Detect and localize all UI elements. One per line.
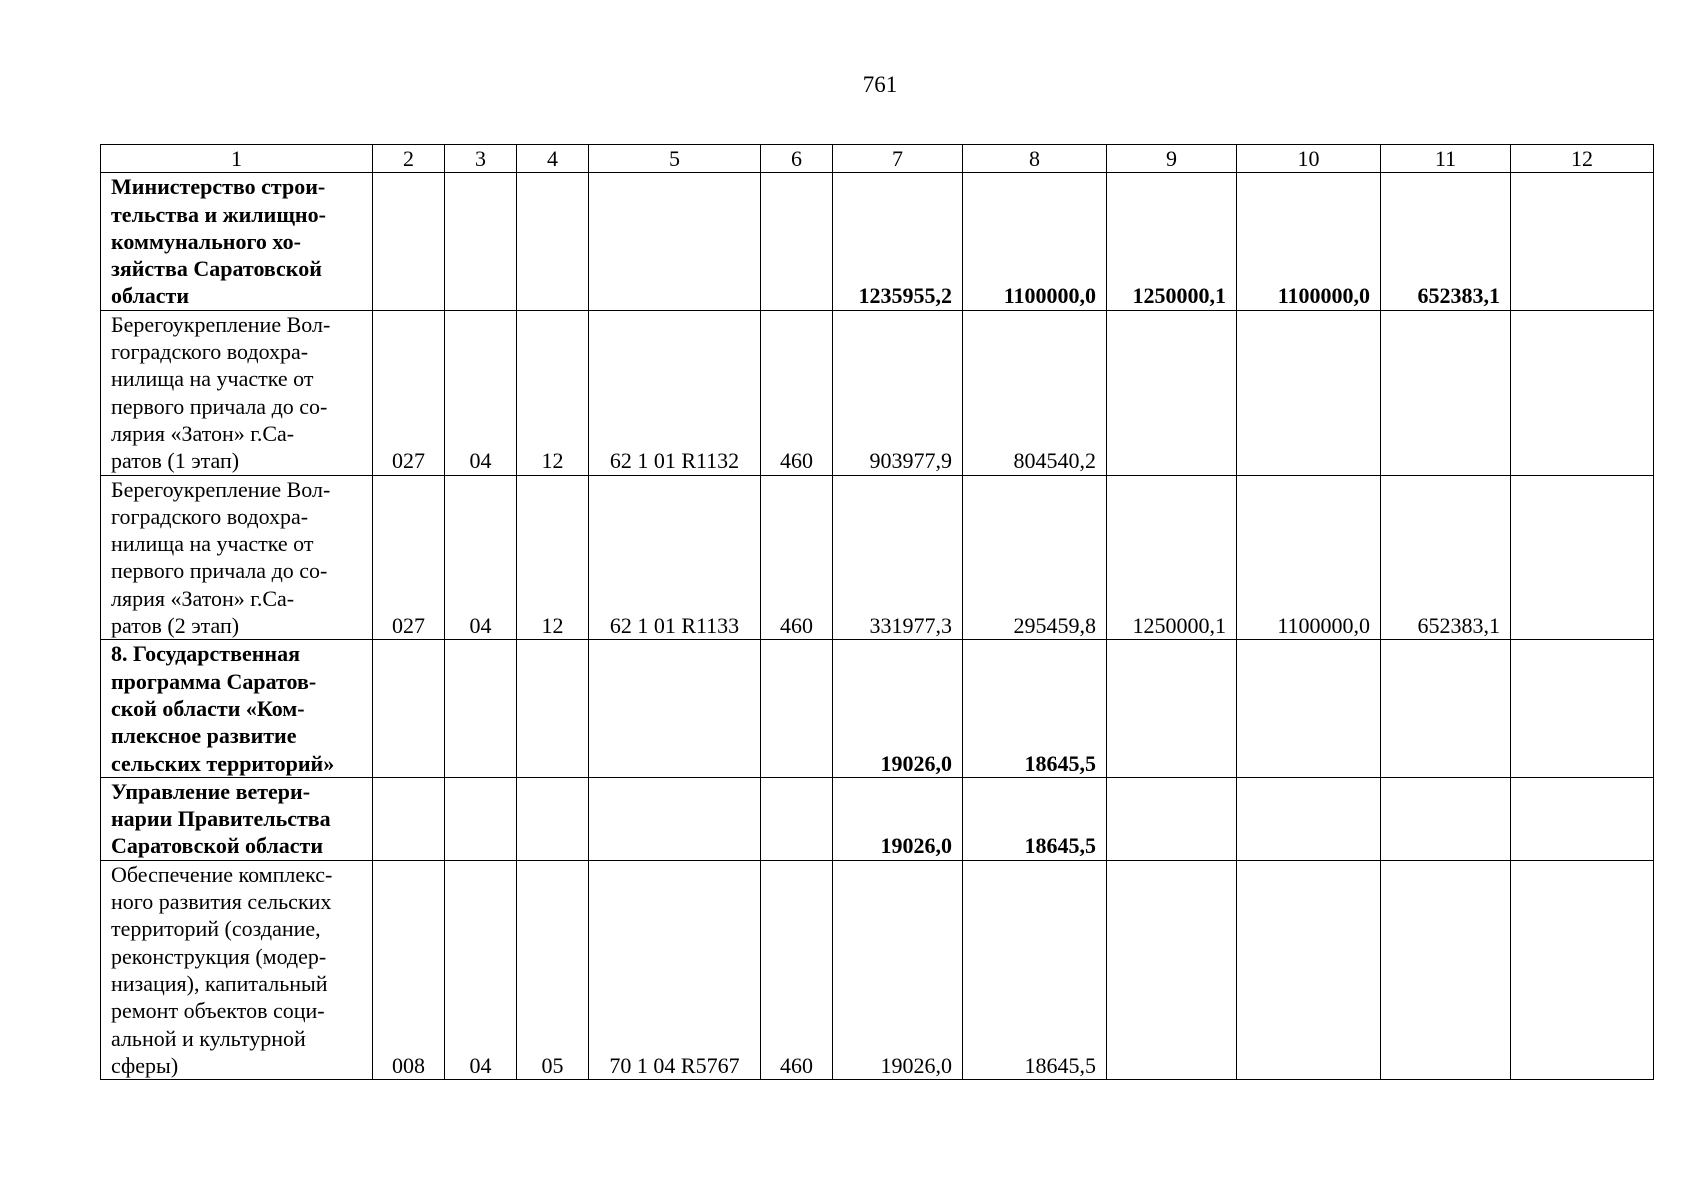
table-cell: 460: [761, 475, 833, 640]
row-name-line: 8. Государственная: [111, 641, 300, 667]
row-name-line: альной и культурной: [111, 1025, 306, 1051]
table-cell: [761, 777, 833, 860]
row-name-line: программа Саратов-: [111, 668, 317, 694]
row-name-cell: [101, 640, 373, 777]
column-header: 11: [1381, 145, 1511, 173]
table-cell: 18645,5: [963, 640, 1107, 777]
table-cell: 027: [373, 475, 445, 640]
row-name-line: сферы): [111, 1052, 179, 1078]
table-cell: [517, 777, 589, 860]
row-name-cell: [101, 475, 373, 640]
table-cell: [445, 173, 517, 310]
column-header: 10: [1237, 145, 1381, 173]
table-cell: [1237, 310, 1381, 475]
row-name-line: нилища на участке от: [111, 531, 314, 557]
table-cell: [1237, 860, 1381, 1079]
table-cell: 027: [373, 310, 445, 475]
column-header: 12: [1511, 145, 1654, 173]
table-cell: [1107, 640, 1237, 777]
row-name-line: нарии Правительства: [111, 806, 331, 832]
table-row: [101, 860, 1654, 1079]
row-name-line: Министерство строи-: [111, 174, 326, 200]
row-name-line: реконструкция (модер-: [111, 943, 327, 969]
table-row: [101, 640, 1654, 777]
table-cell: [1381, 310, 1511, 475]
table-cell: [373, 640, 445, 777]
table-cell: 62 1 01 R1133: [589, 475, 761, 640]
table-cell: [1511, 777, 1654, 860]
table-cell: 331977,3: [833, 475, 963, 640]
column-header: 5: [589, 145, 761, 173]
row-name-cell: [101, 860, 373, 1079]
row-name-line: тельства и жилищно-: [111, 201, 326, 227]
table-cell: [445, 640, 517, 777]
row-name-line: Берегоукрепление Вол-: [111, 476, 331, 502]
row-name-line: ремонт объектов соци-: [111, 998, 325, 1024]
table-cell: [1237, 640, 1381, 777]
table-cell: [373, 777, 445, 860]
row-name-line: лярия «Затон» г.Са-: [111, 420, 295, 446]
row-name-line: Берегоукрепление Вол-: [111, 311, 331, 337]
column-header: 3: [445, 145, 517, 173]
table-cell: [445, 777, 517, 860]
table-cell: 19026,0: [833, 640, 963, 777]
row-name-line: низация), капитальный: [111, 970, 328, 996]
column-header: 8: [963, 145, 1107, 173]
row-name-line: ратов (1 этап): [111, 448, 240, 474]
column-header: 4: [517, 145, 589, 173]
table-cell: [1511, 475, 1654, 640]
table-cell: [517, 640, 589, 777]
row-name-line: гоградского водохра-: [111, 339, 309, 365]
table-cell: 19026,0: [833, 860, 963, 1079]
table-cell: 652383,1: [1381, 173, 1511, 310]
table-cell: [517, 173, 589, 310]
table-cell: 1100000,0: [1237, 173, 1381, 310]
table-cell: 18645,5: [963, 860, 1107, 1079]
row-name-line: первого причала до со-: [111, 393, 328, 419]
row-name-line: территорий (создание,: [111, 916, 321, 942]
column-header: 7: [833, 145, 963, 173]
row-name-line: лярия «Затон» г.Са-: [111, 585, 295, 611]
column-header: 2: [373, 145, 445, 173]
table-cell: [589, 640, 761, 777]
table-row: [101, 173, 1654, 310]
table-cell: 04: [445, 860, 517, 1079]
row-name-line: гоградского водохра-: [111, 503, 309, 529]
table-cell: [1107, 860, 1237, 1079]
table-cell: 804540,2: [963, 310, 1107, 475]
row-name-line: ской области «Ком-: [111, 695, 305, 721]
table-cell: [761, 173, 833, 310]
row-name-line: ратов (2 этап): [111, 613, 240, 639]
table-cell: [1511, 860, 1654, 1079]
row-name-line: плексное развитие: [111, 723, 297, 749]
table-cell: 12: [517, 475, 589, 640]
page-number: 761: [862, 72, 898, 97]
table-cell: [1511, 640, 1654, 777]
table-row: [101, 777, 1654, 860]
table-cell: 008: [373, 860, 445, 1079]
table-cell: [1107, 310, 1237, 475]
table-cell: 18645,5: [963, 777, 1107, 860]
table-cell: 1250000,1: [1107, 475, 1237, 640]
table-cell: [1381, 640, 1511, 777]
table-cell: 70 1 04 R5767: [589, 860, 761, 1079]
row-name-cell: [101, 173, 373, 310]
column-header: 6: [761, 145, 833, 173]
row-name-line: Управление ветери-: [111, 778, 311, 804]
row-name-line: сельских территорий»: [111, 750, 335, 776]
table-cell: [1511, 173, 1654, 310]
table-cell: [1511, 310, 1654, 475]
row-name-line: нилища на участке от: [111, 366, 314, 392]
column-header: 1: [101, 145, 373, 173]
table-cell: [1237, 777, 1381, 860]
table-cell: 1100000,0: [963, 173, 1107, 310]
table-cell: 62 1 01 R1132: [589, 310, 761, 475]
table-cell: [1381, 777, 1511, 860]
table-cell: 04: [445, 310, 517, 475]
row-name-line: зяйства Саратовской: [111, 256, 322, 282]
row-name-cell: [101, 310, 373, 475]
header-row: [101, 145, 1654, 173]
table-cell: 1100000,0: [1237, 475, 1381, 640]
table-cell: 12: [517, 310, 589, 475]
table-cell: 295459,8: [963, 475, 1107, 640]
table-cell: [589, 173, 761, 310]
table-cell: [373, 173, 445, 310]
row-name-line: Обеспечение комплекс-: [111, 861, 333, 887]
table-cell: 05: [517, 860, 589, 1079]
table-cell: 460: [761, 860, 833, 1079]
table-row: [101, 310, 1654, 475]
table-cell: [761, 640, 833, 777]
column-header: 9: [1107, 145, 1237, 173]
table-cell: 1235955,2: [833, 173, 963, 310]
table-cell: 460: [761, 310, 833, 475]
row-name-line: области: [111, 283, 190, 309]
row-name-line: Саратовской области: [111, 833, 324, 859]
row-name-line: коммунального хо-: [111, 228, 301, 254]
table-cell: 19026,0: [833, 777, 963, 860]
table-row: [101, 475, 1654, 640]
table-cell: 903977,9: [833, 310, 963, 475]
table-cell: 04: [445, 475, 517, 640]
table-cell: [1107, 777, 1237, 860]
budget-table: [100, 144, 1654, 1080]
row-name-line: первого причала до со-: [111, 558, 328, 584]
table-cell: [589, 777, 761, 860]
row-name-line: ного развития сельских: [111, 889, 332, 915]
row-name-cell: [101, 777, 373, 860]
table-cell: 652383,1: [1381, 475, 1511, 640]
table-cell: 1250000,1: [1107, 173, 1237, 310]
table-cell: [1381, 860, 1511, 1079]
